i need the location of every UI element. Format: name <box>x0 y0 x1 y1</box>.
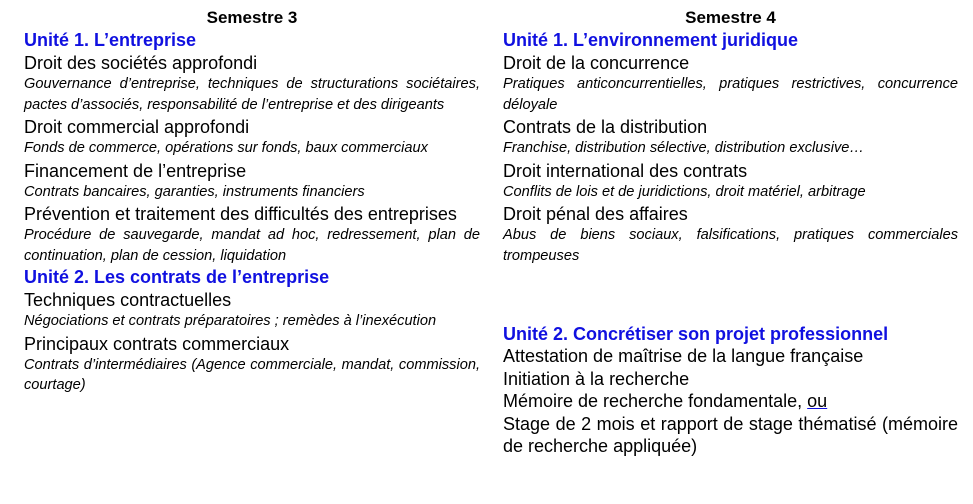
s4-unit-2-title: Unité 2. Concrétiser son projet professionnel <box>503 324 889 344</box>
s3-unit-1-title: Unité 1. L’entreprise <box>24 30 197 50</box>
s3-u1-course-2: Droit commercial approfondi <box>24 117 250 137</box>
s4-u2-item-4: Stage de 2 mois et rapport de stage thématisé (mémoire de recherche appliquée) <box>503 413 958 456</box>
s3-u1-course-1-desc: Gouvernance d’entreprise, techniques de structurations sociétaires, pactes d’associés, responsabilité de l’entreprise et des dirigeants <box>24 76 480 113</box>
semester-4-column <box>503 7 958 458</box>
s3-u2-course-2: Principaux contrats commerciaux <box>24 333 290 354</box>
s3-u1-course-3-desc: Contrats bancaires, garanties, instruments financiers <box>24 183 365 200</box>
s3-unit-2-title: Unité 2. Les contrats de l’entreprise <box>24 267 330 287</box>
semester-3-heading: Semestre 3 <box>206 8 298 27</box>
s4-u1-course-1-desc: Pratiques anticoncurrentielles, pratiques restrictives, concurrence déloyale <box>503 76 958 113</box>
s3-u2-course-1: Techniques contractuelles <box>24 290 232 310</box>
s4-u2-item-1: Attestation de maîtrise de la langue française <box>503 346 864 366</box>
s3-u1-course-1: Droit des sociétés approfondi <box>24 53 258 73</box>
s4-u1-course-3: Droit international des contrats <box>503 160 748 181</box>
s4-u1-course-4: Droit pénal des affaires <box>503 204 688 224</box>
s4-u1-course-3-desc: Conflits de lois et de juridictions, droit matériel, arbitrage <box>503 183 866 200</box>
s3-u1-course-4-desc: Procédure de sauvegarde, mandat ad hoc, redressement, plan de continuation, plan de cession, liquidation <box>24 227 480 264</box>
s4-unit-1-title: Unité 1. L’environnement juridique <box>503 30 799 50</box>
s3-u2-course-1-desc: Négociations et contrats préparatoires ; remèdes à l’inexécution <box>24 313 437 329</box>
s3-u2-course-2-desc: Contrats d’intermédiaires (Agence commerciale, mandat, commission, courtage) <box>24 356 480 393</box>
s4-u1-course-4-desc: Abus de biens sociaux, falsifications, pratiques commerciales trompeuses <box>503 227 958 264</box>
s3-u1-course-3: Financement de l’entreprise <box>24 160 247 181</box>
s4-u1-course-2: Contrats de la distribution <box>503 117 708 137</box>
s3-u1-course-2-desc: Fonds de commerce, opérations sur fonds, baux commerciaux <box>24 140 428 156</box>
semester-3-column <box>24 7 480 396</box>
s4-u1-course-2-desc: Franchise, distribution sélective, distribution exclusive… <box>503 140 864 156</box>
s4-u2-item-3-or: ou <box>807 391 828 411</box>
s4-u2-item-3-text: Mémoire de recherche fondamentale, <box>503 391 808 411</box>
s4-u1-course-1: Droit de la concurrence <box>503 53 690 73</box>
s4-u2-item-2: Initiation à la recherche <box>503 368 690 389</box>
s3-u1-course-4: Prévention et traitement des difficultés des entreprises <box>24 204 457 224</box>
column-spacer <box>503 266 958 323</box>
semester-4-heading: Semestre 4 <box>685 8 776 27</box>
s4-u2-item-3 <box>503 390 958 413</box>
